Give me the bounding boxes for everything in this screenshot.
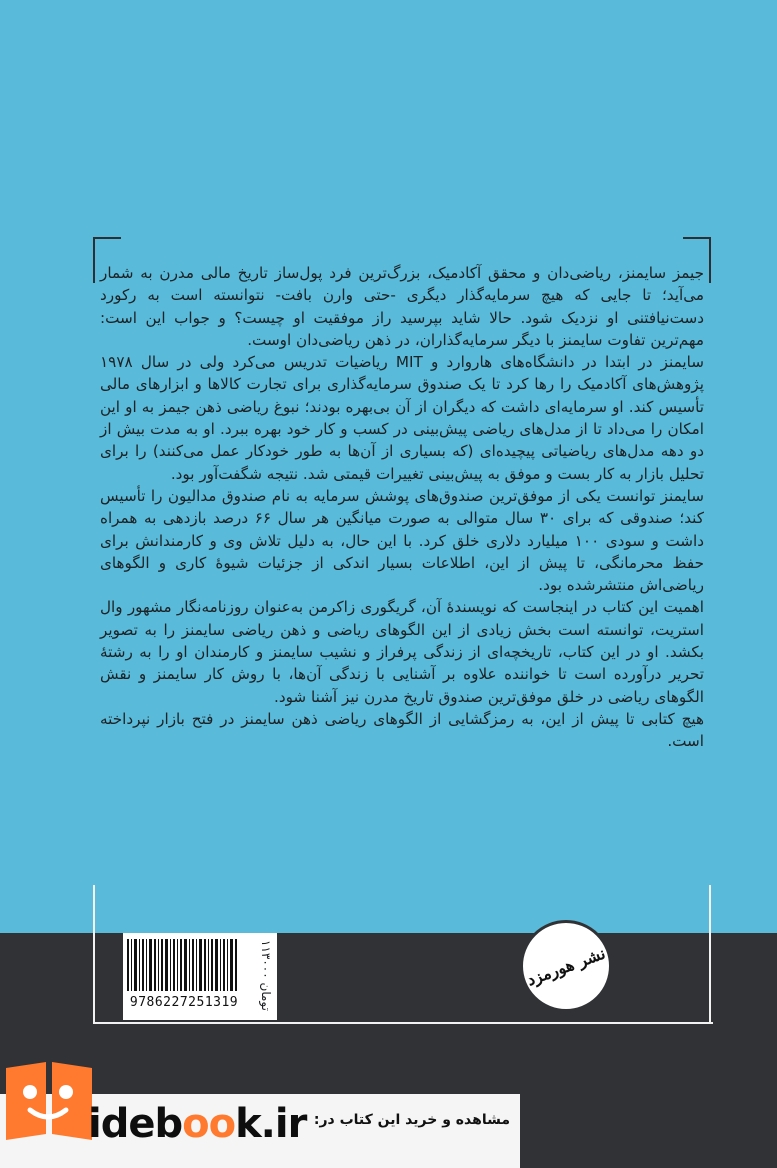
barcode-box	[123, 933, 277, 1020]
blurb-paragraph-3: سایمنز توانست یکی از موفق‌ترین صندوق‌های پوشش سرمایه به نام صندوق مدالیون را تأسیس کند؛ صندوقی که برای ۳۰ سال متوالی به صورت میانگین هر سال ۶۶ درصد بازدهی به همراه داشت و سودی ۱۰۰ میلیارد دلاری خلق کرد. با این حال، به دلیل تلاش وی و کارمندانش برای حفظ محرمانگی، تا پیش از این، اطلاعات بسیار اندکی از جزئیات شیوهٔ کاری و الگوهای ریاضی‌اش منتشرشده بود.	[100, 486, 704, 595]
site-promo-text: مشاهده و خرید این کتاب در:	[313, 1112, 510, 1128]
price-label: ۱۱۳۰۰۰ تومان	[259, 939, 273, 1011]
publisher-logo	[520, 920, 612, 1012]
blurb-paragraph-4: اهمیت این کتاب در اینجاست که نویسندهٔ آن، گریگوری زاکرمن به‌عنوان روزنامه‌نگار مشهور وال استریت، توانسته است بخش زیادی از این الگوهای ریاضی و ذهن ریاضی سایمنز را به تصویر بکشد. او در این کتاب، تاریخچه‌ای از زندگی پرفراز و نشیب سایمنز و کارمندان او را به رشتهٔ تحریر درآورده است تا خواننده علاوه بر آشنایی با زندگی آن‌ها، با روش کار سایمنز و نقش الگوهای ریاضی در خلق موفق‌ترین صندوق تاریخ مدرن نیز آشنا شود.	[100, 598, 704, 706]
book-icon	[0, 1058, 98, 1144]
brand-prefix: ideb	[88, 1101, 183, 1147]
frame-line-left-lower	[93, 933, 95, 1024]
site-brand[interactable]	[88, 1094, 310, 1154]
frame-line-right	[709, 885, 711, 933]
blurb-paragraph-2: سایمنز در ابتدا در دانشگاه‌های هاروارد و MIT ریاضیات تدریس می‌کرد ولی در سال ۱۹۷۸ پژوهش‌های آکادمیک را رها کرد تا یک صندوق سرمایه‌گذاری برای تجارت کالاها و ابزارهای مالی تأسیس کند. او سرمایه‌ای داشت که دیگران از آن بی‌بهره بودند؛ نبوغ ریاضی ذهن جیمز به او این امکان را می‌داد تا از مدل‌های ریاضی پیش‌بینی در کسب و کار خود بهره ببرد. او به مدت بیش از دو دهه مدل‌های ریاضیاتی پیچیده‌ای (که بسیاری از آن‌ها به طور خودکار عمل می‌کنند) را برای تحلیل بازار به کار بست و موفق به پیش‌بینی تغییرات قیمتی شد. نتیجه شگفت‌آور بود.	[100, 353, 704, 483]
blurb-text	[100, 262, 704, 753]
brand-suffix: k.ir	[235, 1101, 307, 1147]
isbn-number: 9786227251319	[129, 995, 239, 1010]
frame-line-bottom	[93, 1022, 713, 1024]
brand-accent: oo	[182, 1101, 236, 1147]
barcode-icon	[127, 939, 237, 991]
frame-line-left	[93, 885, 95, 933]
frame-line-right-lower	[709, 933, 711, 1024]
blurb-paragraph-5: هیچ کتابی تا پیش از این، به رمزگشایی از الگوهای ریاضی ذهن سایمنز در فتح بازار نپرداخته است.	[100, 709, 704, 751]
blurb-paragraph-1: جیمز سایمنز، ریاضی‌دان و محقق آکادمیک، بزرگ‌ترین فرد پول‌ساز تاریخ مالی مدرن به شمار می‌آید؛ تا جایی که هیچ سرمایه‌گذار دیگری -حتی وارن بافت- نتوانسته است به رکورد دست‌نیافتنی او نزدیک شود. حالا شاید بپرسید راز موفقیت او چیست؟ و جواب این است: مهم‌ترین تفاوت سایمنز با دیگر سرمایه‌گذاران، در ذهن ریاضی‌دان اوست.	[100, 264, 704, 349]
publisher-logo-text: نشر هورمزد	[524, 943, 608, 989]
